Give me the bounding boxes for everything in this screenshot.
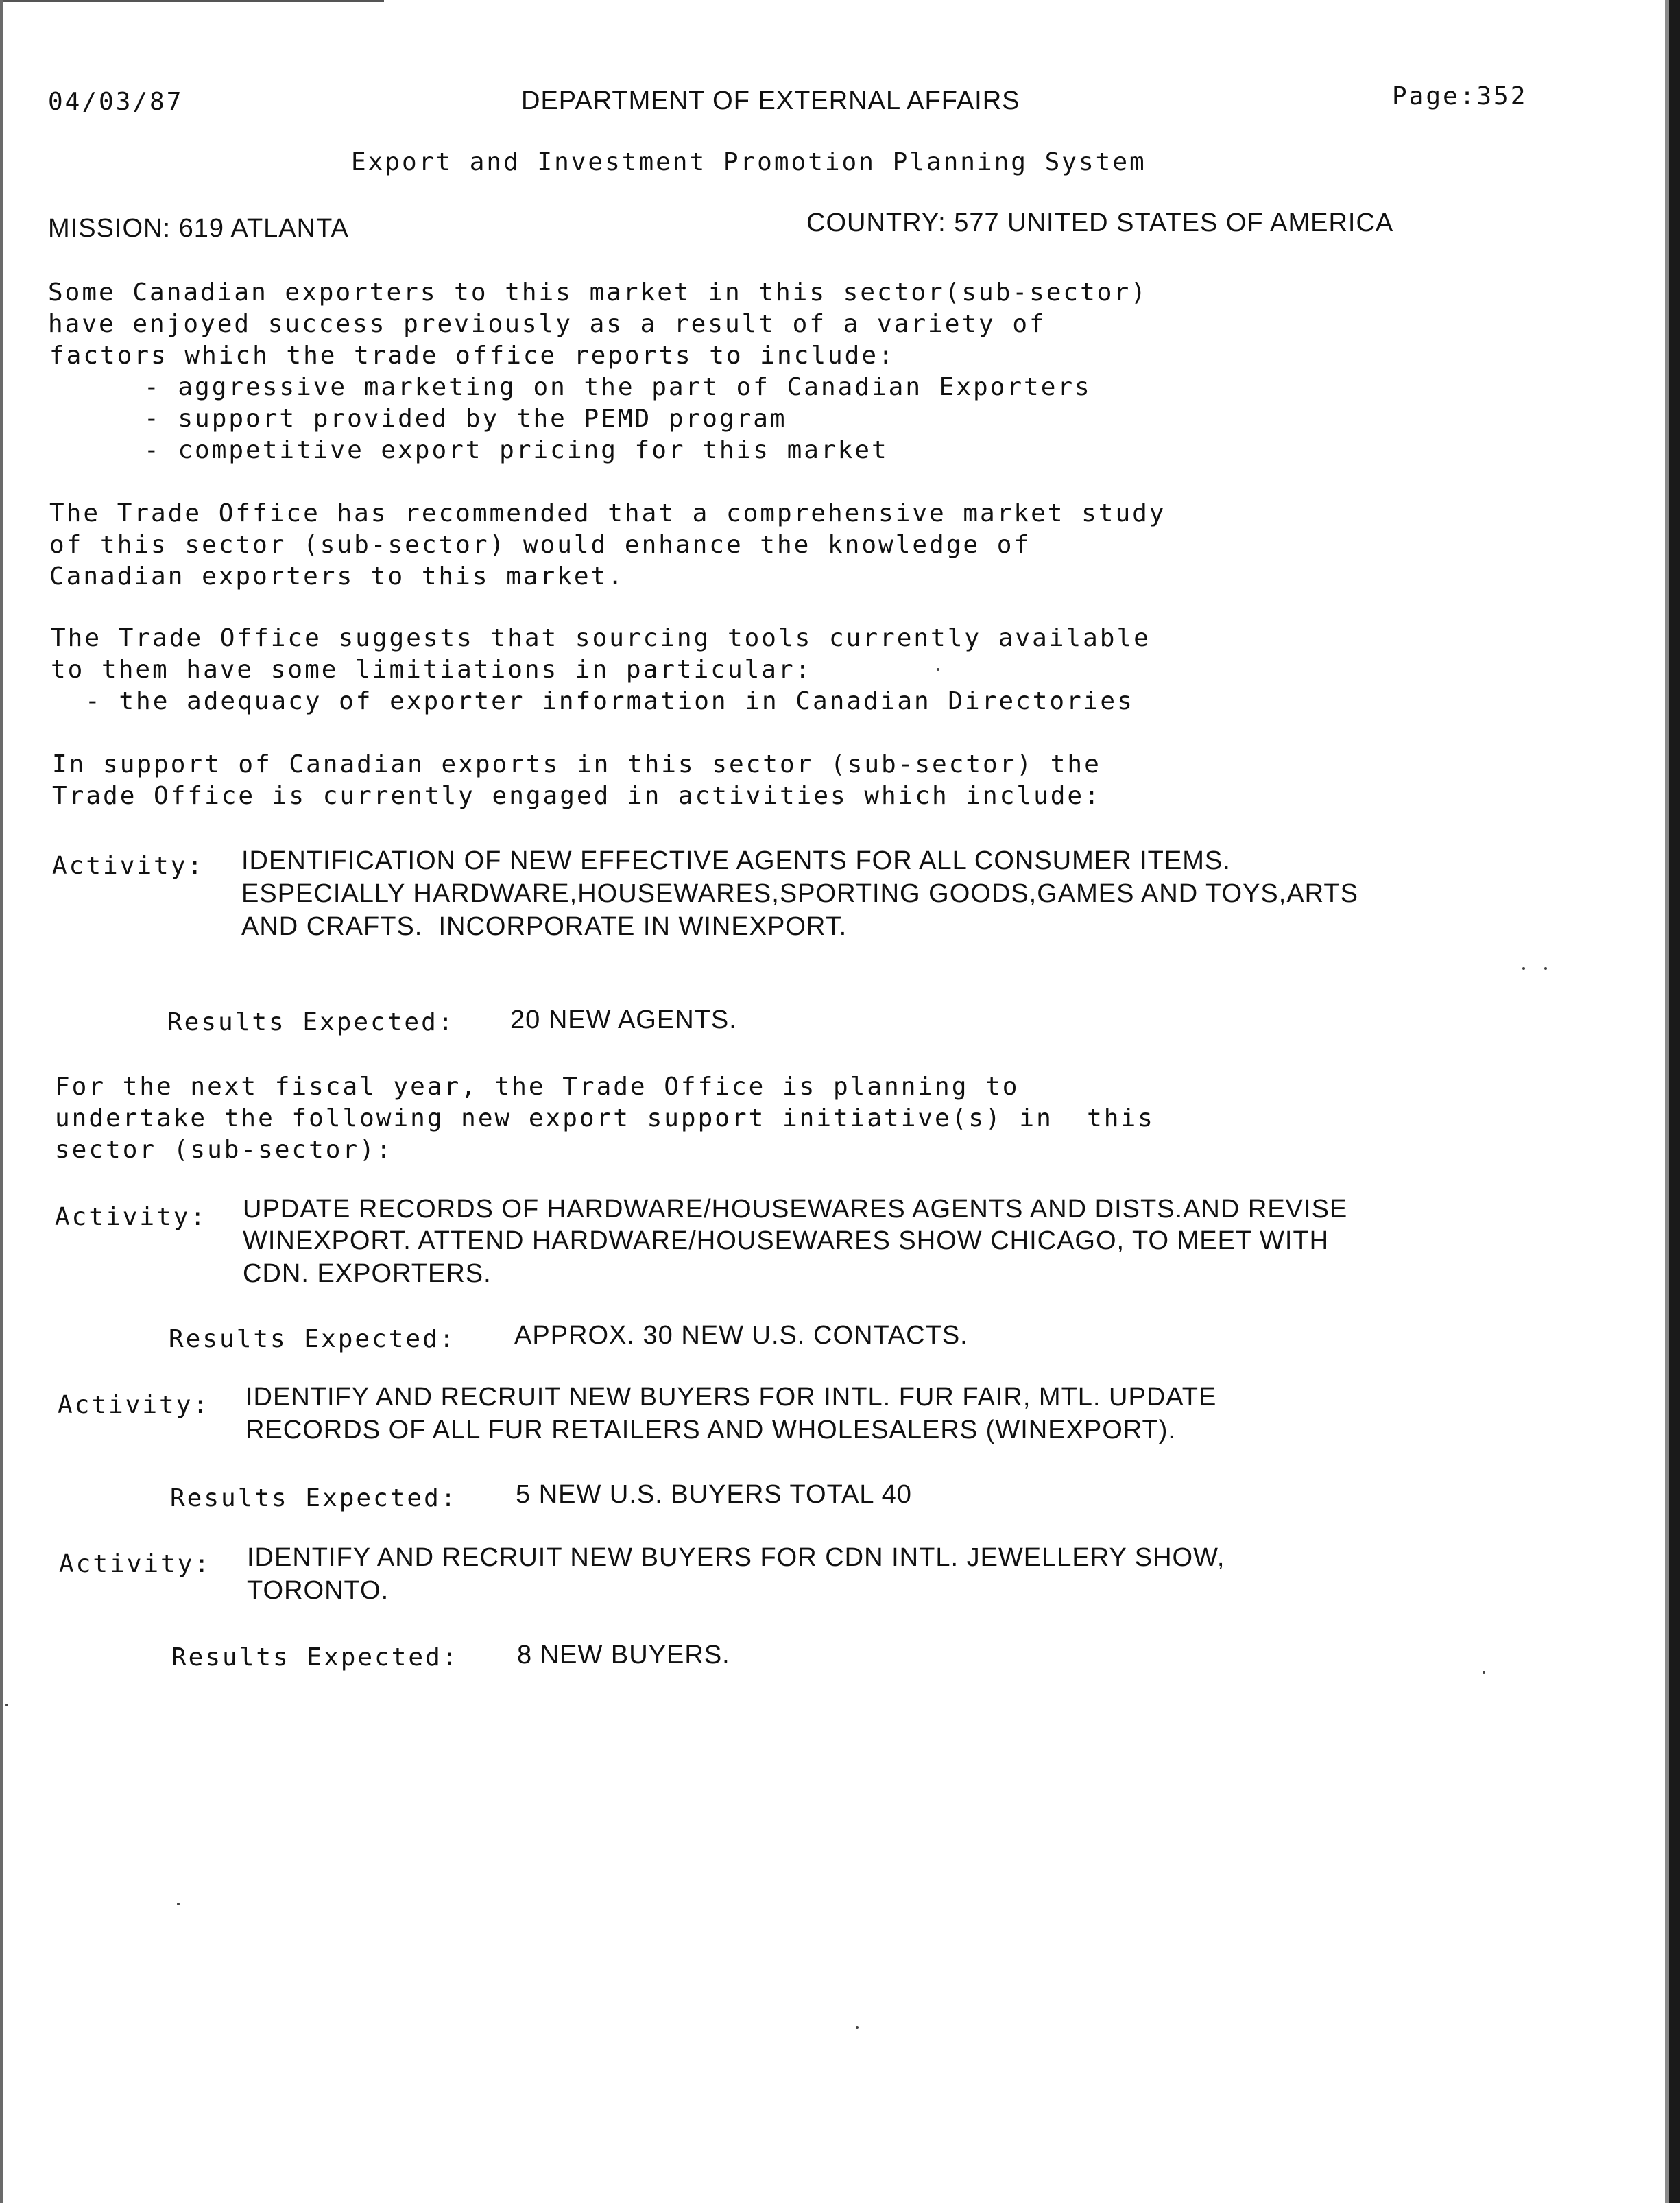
para3-bullet: - the adequacy of exporter information in Canadian Directories — [85, 687, 1134, 715]
para2-line: Canadian exporters to this market. — [49, 562, 625, 591]
para1-bullet: - support provided by the PEMD program — [144, 405, 787, 433]
country-line: COUNTRY: 577 UNITED STATES OF AMERICA — [806, 209, 1394, 237]
scan-speck — [177, 1903, 180, 1905]
activity-line: WINEXPORT. ATTEND HARDWARE/HOUSEWARES SHOW CHICAGO, TO MEET WITH — [243, 1226, 1330, 1255]
results-label: Results Expected: — [169, 1325, 457, 1353]
activity-line: IDENTIFICATION OF NEW EFFECTIVE AGENTS FOR ALL CONSUMER ITEMS. — [241, 846, 1231, 875]
scan-edge-top — [0, 0, 384, 2]
mission-line: MISSION: 619 ATLANTA — [48, 214, 349, 243]
activity-line: TORONTO. — [247, 1576, 389, 1605]
para5-line: For the next fiscal year, the Trade Office is planning to — [55, 1073, 1020, 1101]
para1-bullet: - competitive export pricing for this market — [144, 436, 889, 464]
report-date: 04/03/87 — [48, 88, 184, 116]
scan-speck — [1522, 967, 1525, 970]
para5-line: undertake the following new export support initiative(s) in this — [55, 1104, 1155, 1132]
results-value: 5 NEW U.S. BUYERS TOTAL 40 — [516, 1480, 912, 1509]
scan-speck — [856, 2026, 859, 2029]
para1-bullet: - aggressive marketing on the part of Canadian Exporters — [144, 373, 1092, 401]
results-value: 20 NEW AGENTS. — [510, 1005, 737, 1034]
scan-edge-right — [1669, 0, 1680, 2203]
results-value: APPROX. 30 NEW U.S. CONTACTS. — [514, 1321, 968, 1350]
para1-line: have enjoyed success previously as a result of a variety of — [48, 310, 1046, 338]
system-title: Export and Investment Promotion Planning System — [351, 148, 1147, 176]
activity-label: Activity: — [58, 1391, 211, 1419]
para1-line: factors which the trade office reports to include: — [49, 342, 896, 370]
activity-line: ESPECIALLY HARDWARE,HOUSEWARES,SPORTING GOODS,GAMES AND TOYS,ARTS — [241, 879, 1358, 908]
scan-speck — [5, 1704, 8, 1706]
para2-line: The Trade Office has recommended that a comprehensive market study — [49, 499, 1166, 527]
para3-line: to them have some limitiations in particular: — [51, 656, 813, 684]
para4-line: In support of Canadian exports in this sector (sub-sector) the — [52, 750, 1101, 778]
activity-line: AND CRAFTS. INCORPORATE IN WINEXPORT. — [241, 912, 848, 941]
para5-line: sector (sub-sector): — [55, 1136, 394, 1164]
scan-speck — [1483, 1671, 1485, 1674]
para2-line: of this sector (sub-sector) would enhance the knowledge of — [49, 531, 1031, 559]
activity-line: IDENTIFY AND RECRUIT NEW BUYERS FOR INTL. FUR FAIR, MTL. UPDATE — [245, 1383, 1217, 1412]
para3-line: The Trade Office suggests that sourcing tools currently available — [51, 624, 1151, 652]
page-number: Page:352 — [1392, 82, 1528, 110]
results-label: Results Expected: — [170, 1484, 458, 1512]
activity-line: RECORDS OF ALL FUR RETAILERS AND WHOLESALERS (WINEXPORT). — [245, 1416, 1176, 1444]
activity-label: Activity: — [59, 1550, 212, 1578]
activity-label: Activity: — [52, 852, 205, 880]
results-value: 8 NEW BUYERS. — [517, 1641, 730, 1669]
scan-speck — [1544, 967, 1547, 970]
department-name: DEPARTMENT OF EXTERNAL AFFAIRS — [521, 86, 1020, 115]
activity-label: Activity: — [55, 1203, 208, 1231]
para1-line: Some Canadian exporters to this market in this sector(sub-sector) — [48, 278, 1148, 307]
activity-line: IDENTIFY AND RECRUIT NEW BUYERS FOR CDN INTL. JEWELLERY SHOW, — [247, 1543, 1225, 1572]
results-label: Results Expected: — [171, 1643, 459, 1671]
scan-speck — [937, 668, 939, 671]
results-label: Results Expected: — [167, 1008, 455, 1036]
activity-line: CDN. EXPORTERS. — [243, 1259, 492, 1288]
activity-line: UPDATE RECORDS OF HARDWARE/HOUSEWARES AGENTS AND DISTS.AND REVISE — [243, 1195, 1348, 1224]
scan-edge-left — [0, 0, 3, 2203]
para4-line: Trade Office is currently engaged in activities which include: — [52, 782, 1101, 810]
